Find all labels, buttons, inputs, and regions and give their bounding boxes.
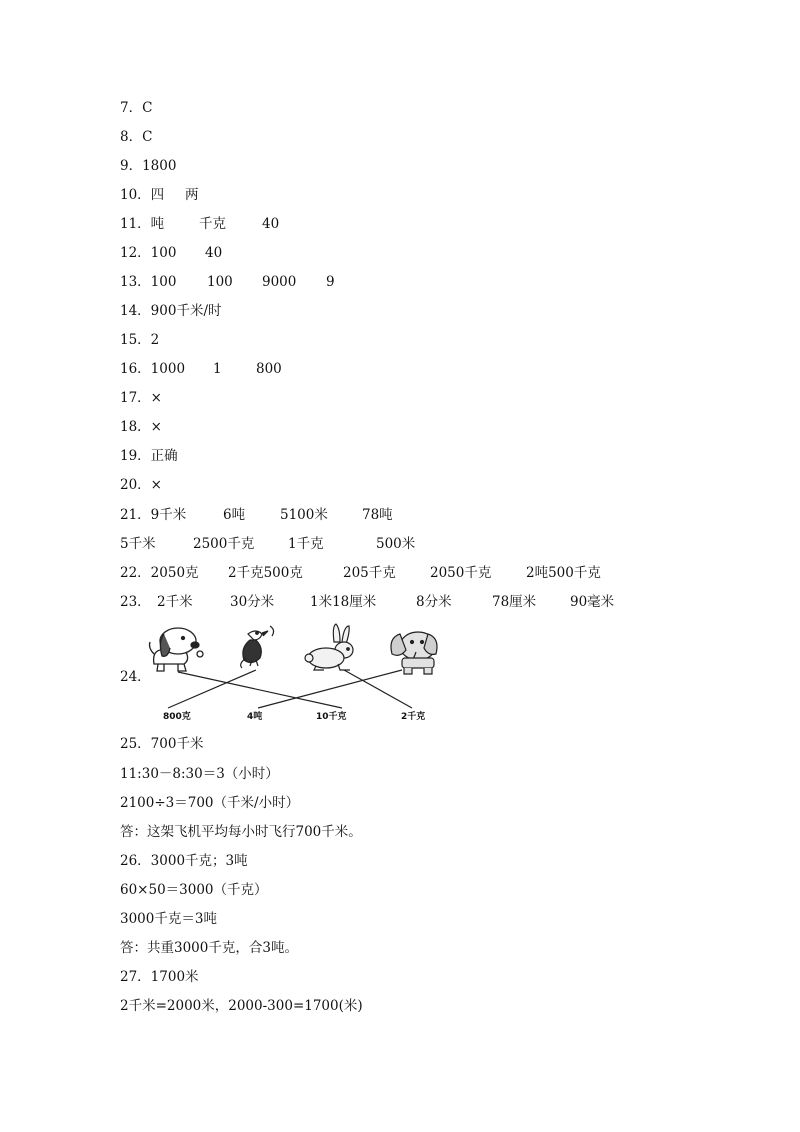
- bird-icon: [241, 626, 274, 668]
- answer-23-item-5: 78厘米: [492, 594, 537, 610]
- answer-22-item-1: 22．2050克: [120, 565, 199, 581]
- answer-10-part-2: 两: [185, 187, 199, 203]
- answer-11-part-1: 11．吨: [120, 216, 165, 232]
- answer-14: 14．900千米/时: [120, 303, 222, 319]
- answer-23-item-4: 8分米: [416, 594, 452, 610]
- answer-25-step-1: 11:30－8:30＝3（小时）: [120, 766, 279, 782]
- answer-15: 15．2: [120, 332, 160, 348]
- match-line-elephant-4t: [258, 670, 402, 708]
- elephant-icon: [391, 632, 437, 674]
- answer-26-step-1: 60×50＝3000（千克）: [120, 882, 268, 898]
- answer-12-part-2: 40: [205, 245, 223, 261]
- answer-18: 18．×: [120, 419, 162, 435]
- answer-24-number: 24．: [120, 669, 151, 685]
- answer-25-step-2: 2100÷3＝700（千米/小时）: [120, 795, 300, 811]
- answer-22-item-5: 2吨500千克: [526, 565, 601, 581]
- answer-12-part-1: 12．100: [120, 245, 177, 261]
- answer-8: 8．C: [120, 129, 153, 145]
- answer-21-item-6: 2500千克: [193, 536, 255, 552]
- answer-21-item-5: 5千米: [120, 536, 156, 552]
- answer-24-matching: [120, 620, 450, 728]
- answer-23-item-2: 30分米: [230, 594, 275, 610]
- answer-11-part-2: 千克: [199, 216, 226, 232]
- match-line-bird-800g: [168, 670, 256, 708]
- answer-10-part-1: 10．四: [120, 187, 165, 203]
- answer-23-item-3: 1米18厘米: [310, 594, 377, 610]
- label-10kg: 10千克: [316, 712, 347, 722]
- answer-21-item-3: 5100米: [280, 507, 328, 523]
- answer-17: 17．×: [120, 390, 162, 406]
- answer-19: 19．正确: [120, 448, 178, 464]
- answer-11-part-3: 40: [262, 216, 280, 232]
- answer-21-item-4: 78吨: [362, 507, 393, 523]
- answer-16-part-3: 800: [256, 361, 282, 377]
- match-line-dog-10kg: [178, 672, 342, 708]
- match-line-rabbit-2kg: [344, 670, 412, 708]
- label-2kg: 2千克: [401, 712, 426, 722]
- answer-20: 20．×: [120, 477, 162, 493]
- rabbit-icon: [305, 624, 353, 670]
- answer-23-number: 23．: [120, 594, 151, 610]
- answer-13-part-2: 100: [207, 274, 233, 290]
- answer-22-item-3: 205千克: [343, 565, 396, 581]
- answer-13-part-3: 9000: [262, 274, 297, 290]
- answer-27: 27．1700米: [120, 969, 199, 985]
- label-4t: 4吨: [247, 712, 263, 722]
- answer-21-item-8: 500米: [376, 536, 416, 552]
- answer-25: 25．700千米: [120, 736, 204, 752]
- answer-26-conclusion: 答：共重3000千克，合3吨。: [120, 940, 298, 956]
- answer-7: 7．C: [120, 100, 153, 116]
- answer-22-item-4: 2050千克: [430, 565, 492, 581]
- answer-13-part-1: 13．100: [120, 274, 177, 290]
- answer-26-step-2: 3000千克＝3吨: [120, 911, 217, 927]
- answer-16-part-2: 1: [213, 361, 222, 377]
- answer-27-step-1: 2千米=2000米，2000-300=1700(米): [120, 998, 363, 1014]
- label-800g: 800克: [163, 712, 191, 722]
- answer-21-item-7: 1千克: [288, 536, 324, 552]
- answer-25-conclusion: 答：这架飞机平均每小时飞行700千米。: [120, 824, 362, 840]
- answer-23-item-1: 2千米: [157, 594, 193, 610]
- answer-22-item-2: 2千克500克: [228, 565, 303, 581]
- answer-23-item-6: 90毫米: [570, 594, 615, 610]
- dog-icon: [150, 628, 204, 671]
- answer-13-part-4: 9: [326, 274, 335, 290]
- answer-9: 9．1800: [120, 158, 177, 174]
- answer-16-part-1: 16．1000: [120, 361, 186, 377]
- matching-lines: [168, 670, 412, 708]
- answer-21-item-1: 21．9千米: [120, 507, 187, 523]
- answer-26: 26．3000千克；3吨: [120, 853, 248, 869]
- answer-21-item-2: 6吨: [223, 507, 246, 523]
